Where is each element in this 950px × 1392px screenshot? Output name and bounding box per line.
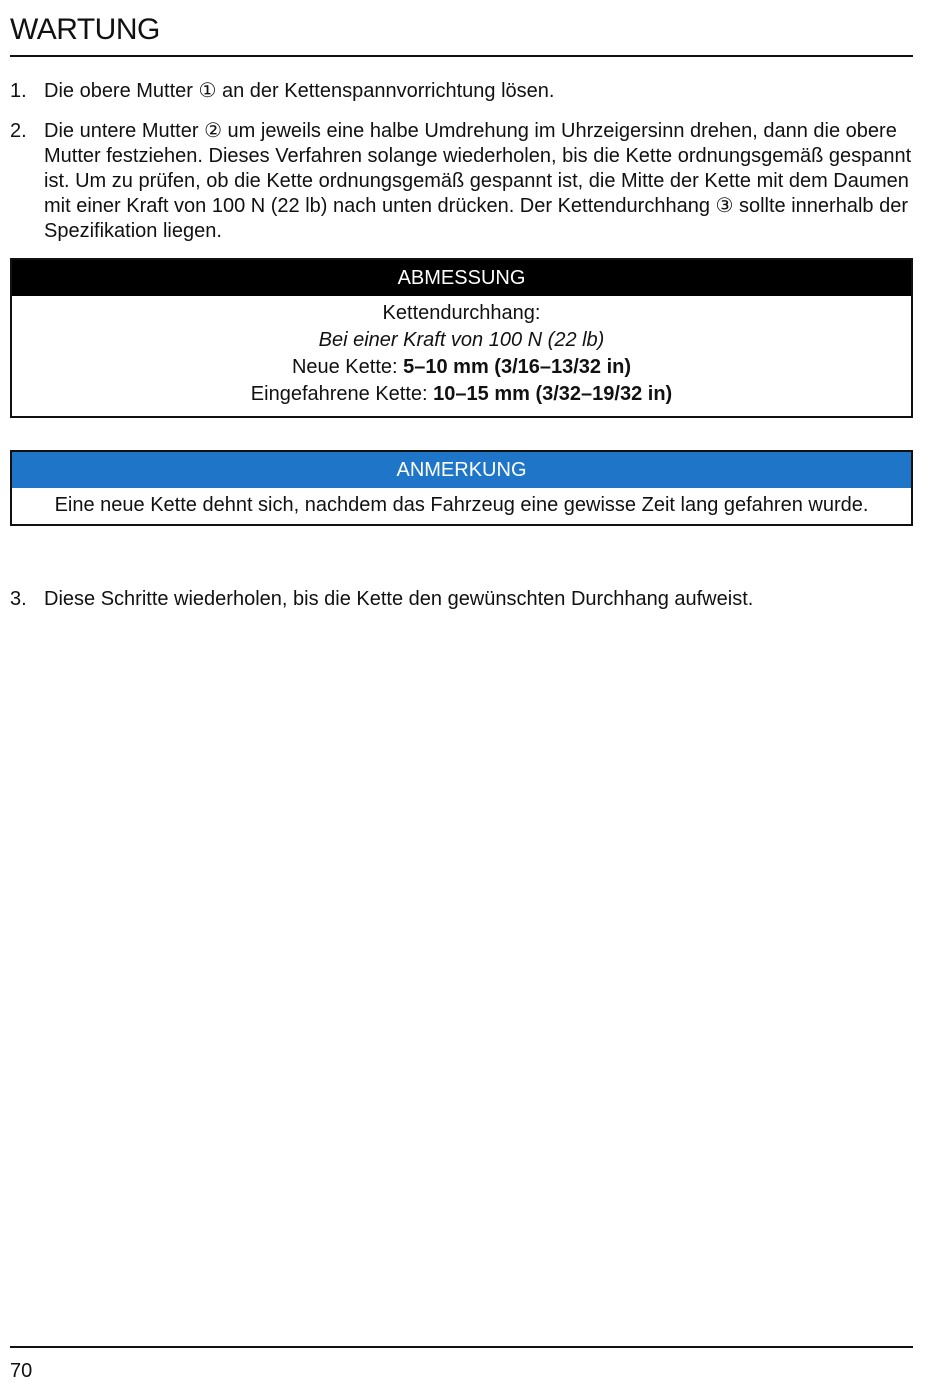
step-3 [10, 587, 913, 612]
new-chain-value: 5–10 mm (3/16–13/32 in) [403, 356, 632, 378]
step-text: Diese Schritte wiederholen, bis die Kette den gewünschten Durchhang aufweist. [44, 588, 754, 610]
note-box [10, 450, 913, 526]
step-number: 3. [10, 588, 27, 610]
measurement-box [10, 258, 913, 418]
used-chain-label: Eingefahrene Kette: [250, 383, 434, 405]
measurement-condition: Bei einer Kraft von 100 N (22 lb) [318, 329, 605, 351]
note-heading: ANMERKUNG [12, 452, 911, 488]
step-1 [10, 79, 913, 104]
used-chain-row [22, 381, 901, 408]
used-chain-value: 10–15 mm (3/32–19/32 in) [433, 383, 673, 405]
measurement-body [12, 296, 911, 416]
step-number: 1. [10, 80, 27, 102]
page-number: 70 [10, 1360, 33, 1382]
page-title: WARTUNG [10, 13, 160, 46]
step-text: Die untere Mutter ② um jeweils eine halbe Umdrehung im Uhrzeigersinn drehen, dann die obere Mutter festziehen. Dieses Verfahren solange wiederholen, bis die Kette ordnungsgemäß gespannt ist. Um zu prüfen, ob die Kette ordnungsgemäß gespannt ist, die Mitte der Kette mit dem Daumen mit einer Kraft von 100 N (22 lb) nach unten drücken. Der Kettendurchhang ③ sollte innerhalb der Spezifikation liegen. [44, 120, 912, 242]
step-text: Die obere Mutter ① an der Kettenspannvorrichtung lösen. [44, 80, 555, 102]
measurement-heading: ABMESSUNG [12, 260, 911, 296]
note-text: Eine neue Kette dehnt sich, nachdem das Fahrzeug eine gewisse Zeit lang gefahren wurde. [54, 494, 869, 516]
new-chain-row [22, 354, 901, 381]
title-divider [10, 55, 913, 57]
measurement-title: Kettendurchhang: [382, 302, 541, 324]
new-chain-label: Neue Kette: [291, 356, 404, 378]
footer-divider [10, 1346, 913, 1348]
step-number: 2. [10, 120, 27, 142]
step-2 [10, 119, 913, 244]
